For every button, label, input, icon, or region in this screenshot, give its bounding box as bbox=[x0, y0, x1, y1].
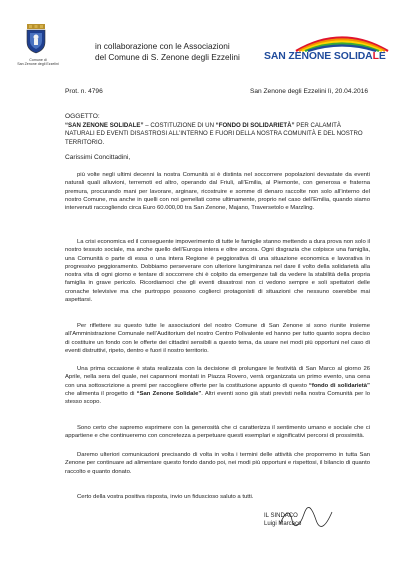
collab-line1: in collaborazione con le Associazioni bbox=[95, 41, 230, 51]
paragraph-1: più volte negli ultimi decenni la nostra Comunità si è distinta nel soccorrere popolazioni devastate da eventi naturali quali alluvioni, terremoti ed altro, operando dal Friuli, all’Emilia, al Piemonte, con generosa e fraterna premura, procurando mani per lavorare, arginare, ricostruire e somme di denaro raccolte non solo all’interno del nostro Comune, ma anche in quelli con noi gemellati come ultimamente, proprio nel caso dell’Emilia, quando siamo intervenuti raccogliendo circa Euro 60.000,00 tra San Zenone, Majano, Traversetolo e Marzling. bbox=[65, 172, 370, 212]
collaboration-header bbox=[95, 41, 240, 63]
subject-text bbox=[65, 122, 370, 147]
protocol-number: Prot. n. 4796 bbox=[65, 88, 103, 95]
crest-caption-line1: Comune di bbox=[29, 58, 47, 62]
paragraph-5: Sono certo che sapremo esprimere con la generosità che ci caratterizza il sentimento umano e sociale che ci appartiene e che continueremo con concretezza a perpetuare questi esemplari e significativi percorsi di prossimità. bbox=[65, 425, 370, 440]
logo-text-end: E bbox=[378, 51, 386, 62]
signature-title: IL SINDACO bbox=[264, 513, 298, 519]
municipal-crest-icon bbox=[24, 24, 48, 54]
logo-text-main: SAN ZENONE SOLIDA bbox=[264, 51, 373, 62]
paragraph-7: Certo della vostra positiva risposta, invio un fiduscioso saluto a tutti. bbox=[77, 494, 254, 500]
crest-caption bbox=[8, 58, 68, 67]
san-zenone-solidale-logo bbox=[256, 30, 396, 66]
subject-part4: PER CALAMITÀ NATURALI ED EVENTI DISASTROSI ALL’INTERNO E FUORI DELLA NOSTRA COMUNITÀ E DEL NOSTRO TERRITORIO. bbox=[65, 122, 363, 146]
logo-text-accent: L bbox=[372, 51, 379, 62]
paragraph-4-a: Una prima occasione è stata realizzata con la decisione di prolungare le festività di San Marco al giorno 26 Aprile, nella sera del quale, nei capannoni montati in Piazza Rovero, verrà organizzata un primo evento, una cena con una sottoscrizione a premi per raccogliere offerte per la costituzione appunto di questo bbox=[65, 366, 370, 389]
subject-part1: “SAN ZENONE SOLIDALE” bbox=[65, 122, 144, 129]
subject-label: OGGETTO: bbox=[65, 113, 100, 120]
paragraph-3: Per riflettere su questo tutte le associazioni del nostro Comune di San Zenone si sono riunite insieme all’Amministrazione Comunale nell’Auditorium del nostro Centro Polivalente ed hanno per tutto quanto sopra deciso di costituire un fondo con le offerte dei cittadini sensibili a questo tema, da usare nei modi più opportuni nel caso di eventi distruttivi, ripeto, dentro e fuori il nostro territorio. bbox=[65, 323, 370, 354]
signature-name: Luigi Marcaco bbox=[264, 521, 302, 527]
greeting: Carissimi Concittadini, bbox=[65, 154, 131, 161]
collab-line2: del Comune di S. Zenone degli Ezzelini bbox=[95, 52, 240, 62]
letter-date: San Zenone degli Ezzelini lì, 20.04.2016 bbox=[249, 88, 368, 95]
rainbow-arc-icon bbox=[294, 30, 390, 52]
crest-caption-line2: San Zenone degli Ezzelini bbox=[17, 62, 59, 67]
paragraph-4-c: che alimenta il progetto di bbox=[65, 390, 137, 397]
logo-text bbox=[264, 51, 386, 62]
paragraph-2: La crisi economica ed il conseguente impoverimento di tutte le famiglie stanno mettendo a dura prova non solo il nostro tessuto sociale, ma anche quello dell’Europa intera e oltre ancora. Ogni disgrazia che colpisce una famiglia, una Comunità o parte di essa o una intera Regione è peggiorativa di una situazione economica e lavorativa in progressivo peggioramento. Dobbiamo perseverare con ulteriore lungimiranza nel dare il volto della solidarietà alla nostra vita di ogni giorno e tentare di soccorrere chi è colpito da emergenze tali da vedere la stabilità della propria famiglia in grave pericolo. Ricordiamoci che gli eventi disastrosi non ci vedono sempre e soli spettatori delle cronache televisive ma che purtroppo possono coglierci protagonisti di situazioni che nessuno oserebbe mai aspettarsi. bbox=[65, 239, 370, 304]
subject-part2: – COSTITUZIONE DI UN bbox=[143, 122, 216, 129]
paragraph-6: Daremo ulteriori comunicazioni precisando di volta in volta i termini delle attività che proporremo in tutta San Zenone per continuare ad alimentare questo fondo dando poi, nei modi più opportuni e rispettosi, il bilancio di quanto raccolto e quanto donato. bbox=[65, 452, 370, 475]
paragraph-4-e: . Altri eventi sono già stati previsti nella nostra Comunità per lo stesso scopo. bbox=[65, 390, 371, 406]
paragraph-4 bbox=[65, 365, 370, 406]
subject-part3: “FONDO DI SOLIDARIETÀ” bbox=[215, 122, 295, 129]
paragraph-4-project-name: “San Zenone Solidale” bbox=[136, 390, 202, 397]
paragraph-4-fund-name: “fondo di solidarietà” bbox=[308, 382, 370, 389]
